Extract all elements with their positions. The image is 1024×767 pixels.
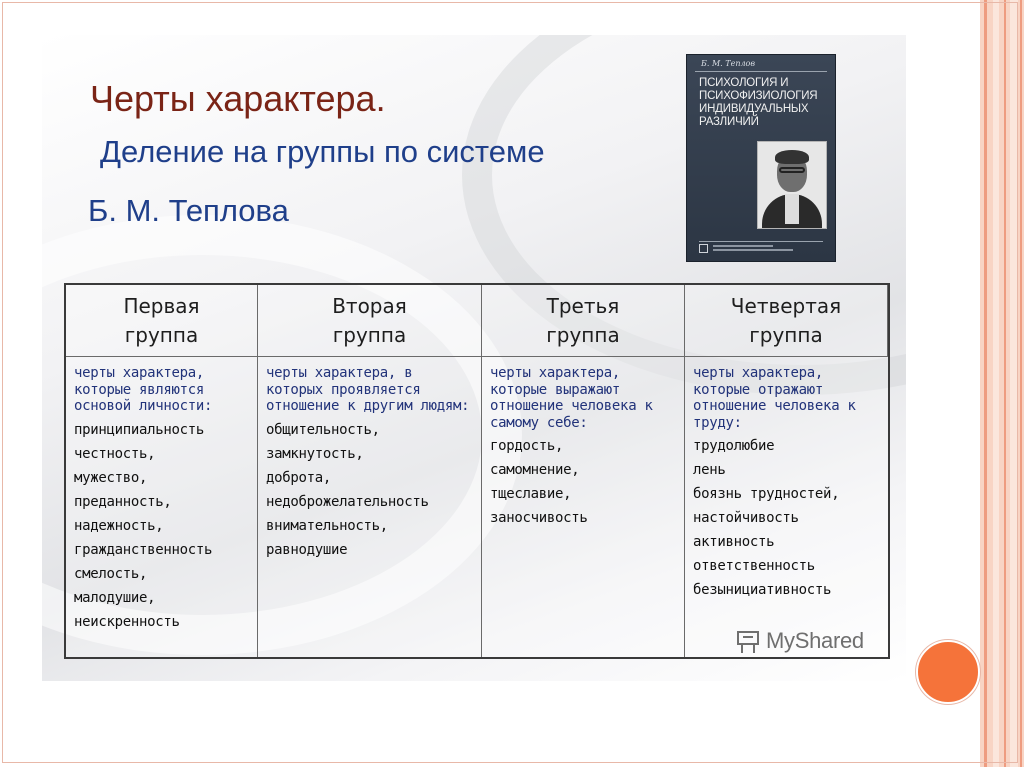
table-cell-group-4: [685, 357, 888, 657]
board-frame: [737, 631, 759, 645]
publisher-mark-icon: [699, 244, 708, 253]
table-cell-group-3: [482, 357, 685, 657]
slide-title: Черты характера.: [90, 78, 386, 119]
trait-item: тщеславие,: [490, 486, 572, 502]
trait-item: внимательность,: [266, 517, 388, 534]
portrait-glasses: [779, 167, 805, 173]
table-header-group-4: Четвертая группа: [685, 285, 888, 357]
portrait-shirt: [785, 194, 799, 224]
trait-item: ответственность: [693, 558, 815, 574]
trait-item: гражданственность: [74, 541, 213, 558]
trait-item: боязнь трудностей,: [693, 486, 840, 502]
portrait-hair: [775, 150, 809, 164]
group-description: черты характера, в которых проявляется отношение к другим людям:: [266, 365, 470, 414]
trait-item: недоброжелательность: [266, 493, 429, 510]
trait-item: лень: [693, 462, 726, 478]
stripe: [984, 0, 987, 767]
presentation-board-icon: [735, 628, 761, 654]
decorative-stripes: [980, 0, 1024, 767]
trait-item: принципиальность: [74, 421, 205, 438]
board-leg: [741, 645, 743, 653]
trait-item: преданность,: [74, 493, 172, 510]
character-traits-table: [64, 283, 890, 659]
trait-item: безынициативность: [693, 582, 832, 598]
stripe: [1020, 0, 1022, 767]
board-leg: [753, 645, 755, 653]
trait-item: малодушие,: [74, 589, 156, 606]
table-header-group-3: Третья группа: [482, 285, 685, 357]
watermark-text: MyShared: [766, 628, 864, 653]
trait-list: [74, 418, 251, 634]
trait-list: [490, 434, 678, 530]
group-description: черты характера, которые отражают отношение человека к труду:: [693, 365, 856, 431]
table-header-group-1: Первая группа: [66, 285, 258, 357]
decorative-orange-circle: [916, 640, 980, 704]
book-title: ПСИХОЛОГИЯ И ПСИХОФИЗИОЛОГИЯ ИНДИВИДУАЛЬНЫХ РАЗЛИЧИЙ: [699, 77, 818, 128]
trait-item: равнодушие: [266, 541, 348, 558]
trait-item: гордость,: [490, 438, 564, 454]
slide-subtitle-author: Б. М. Теплова: [88, 193, 289, 228]
board-bar: [743, 636, 753, 638]
trait-item: активность: [693, 534, 775, 550]
group-description: черты характера, которые являются основой личности:: [74, 365, 213, 414]
group-description: черты характера, которые выражают отношение человека к самому себе:: [490, 365, 653, 431]
trait-item: мужество,: [74, 469, 148, 486]
book-cover-image: [686, 54, 836, 262]
stripe: [1004, 0, 1006, 767]
myshared-watermark: [735, 628, 864, 654]
table-header-group-2: Вторая группа: [258, 285, 482, 357]
trait-item: надежность,: [74, 517, 164, 534]
author-portrait: [757, 141, 827, 229]
trait-item: самомнение,: [490, 462, 580, 478]
trait-item: доброта,: [266, 469, 332, 486]
trait-item: честность,: [74, 445, 156, 462]
trait-item: общительность,: [266, 421, 380, 438]
trait-list: [266, 418, 475, 562]
stripe: [993, 0, 999, 767]
table-cell-group-1: [66, 357, 258, 657]
trait-item: настойчивость: [693, 510, 799, 526]
trait-item: смелость,: [74, 565, 148, 582]
stripe: [1010, 0, 1018, 767]
publisher-text-line: [713, 249, 793, 251]
publisher-text-line: [713, 245, 773, 247]
trait-item: неискренность: [74, 613, 180, 630]
publisher-logo: [699, 241, 823, 254]
trait-list: [693, 434, 882, 602]
slide-subtitle: Деление на группы по системе: [100, 134, 545, 169]
trait-item: заносчивость: [490, 510, 588, 526]
table-cell-group-2: [258, 357, 482, 657]
trait-item: трудолюбие: [693, 438, 775, 454]
divider: [695, 71, 827, 72]
book-author: Б. М. Теплов: [701, 59, 756, 68]
trait-item: замкнутость,: [266, 445, 364, 462]
